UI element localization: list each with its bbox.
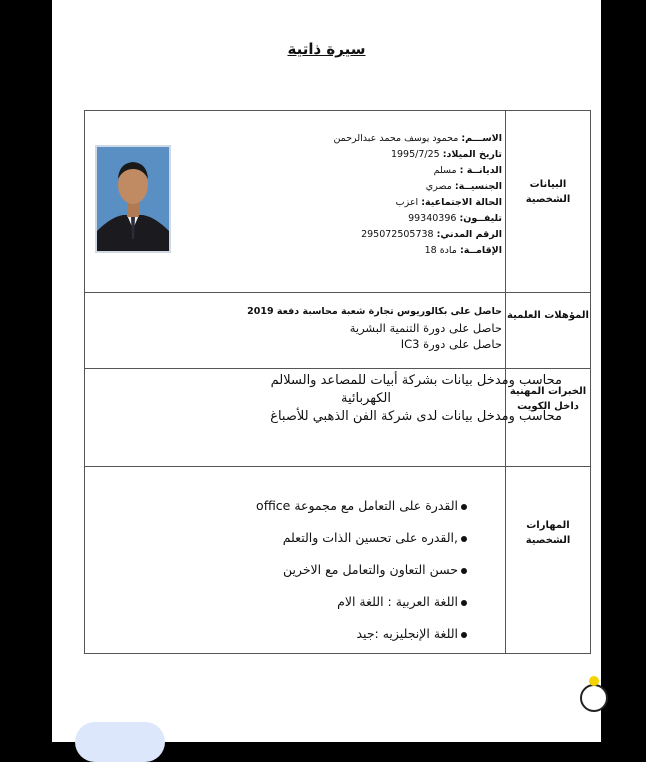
skill-item: اللغة العربية : اللغة الام	[85, 586, 467, 618]
personal-data	[172, 131, 502, 259]
personal-line	[172, 147, 502, 163]
cv-page	[52, 0, 601, 742]
bullet-icon	[461, 632, 467, 638]
bullet-icon	[461, 536, 467, 542]
field-key: الرقم المدني:	[436, 229, 502, 240]
field-key: تليفــون:	[459, 213, 502, 224]
field-value: مصري	[425, 181, 452, 192]
personal-line	[172, 163, 502, 179]
bullet-icon	[461, 568, 467, 574]
qualification-line: حاصل على دورة IC3	[400, 337, 502, 351]
cv-table	[84, 110, 591, 654]
portrait-photo-icon	[95, 145, 171, 253]
skill-item: ,القدره على تحسين الذات والتعلم	[85, 522, 467, 554]
personal-line	[172, 195, 502, 211]
skill-item: اللغة الإنجليزيه :جيد	[85, 618, 467, 650]
experience-line: محاسب ومدخل بيانات بشركة أبيات للمصاعد والسلالم	[270, 373, 562, 388]
field-value: 99340396	[408, 213, 457, 224]
experience-line: محاسب ومدخل بيانات لدى شركة الفن الذهبي للأصباغ	[270, 409, 562, 424]
field-value: مادة 18	[424, 245, 457, 256]
skill-item: القدرة على التعامل مع مجموعة office	[85, 490, 467, 522]
personal-line	[172, 179, 502, 195]
field-key: الإقامــة:	[459, 245, 502, 256]
notification-dot-icon	[589, 676, 599, 686]
personal-line	[172, 211, 502, 227]
field-value: محمود يوسف محمد عبدالرحمن	[333, 133, 459, 144]
label-skills: المهارات الشخصية	[525, 520, 571, 546]
label-personal: البيانات الشخصية	[525, 179, 571, 205]
field-value: اعزب	[395, 197, 419, 208]
qualification-line: حاصل على دورة التنمية البشرية	[349, 321, 502, 335]
field-value: مسلم	[433, 165, 457, 176]
label-qualifications: المؤهلات العلمية	[507, 310, 589, 321]
skills	[85, 490, 505, 650]
field-key: الديانــة :	[459, 165, 502, 176]
row-personal	[85, 111, 590, 293]
field-value: 1995/7/25	[390, 149, 440, 160]
personal-line	[172, 227, 502, 243]
field-key: الجنسيــة:	[454, 181, 502, 192]
bullet-icon	[461, 600, 467, 606]
row-experience	[85, 368, 590, 467]
field-key: الحالة الاجتماعية:	[421, 197, 502, 208]
qualifications	[172, 304, 502, 352]
row-skills	[85, 466, 590, 653]
qualification-line: حاصل على بكالوريوس تجارة شعبة محاسبة دفعة 2019	[247, 306, 502, 317]
personal-line	[172, 243, 502, 259]
field-key: الاســـم:	[461, 133, 502, 144]
page-title: سيرة ذاتية	[287, 40, 366, 58]
bullet-icon	[461, 504, 467, 510]
skill-item: حسن التعاون والتعامل مع الاخرين	[85, 554, 467, 586]
row-qualifications	[85, 292, 590, 369]
experience-line: الكهربائية	[340, 391, 391, 406]
field-key: تاريخ الميلاد:	[442, 149, 502, 160]
circle-button-icon[interactable]	[580, 684, 608, 712]
blurred-shape	[75, 722, 165, 762]
experience	[170, 372, 562, 426]
label-experience: الخبرات المهنية داخل الكويت	[509, 386, 587, 412]
personal-line	[172, 131, 502, 147]
field-value: 295072505738	[361, 229, 434, 240]
